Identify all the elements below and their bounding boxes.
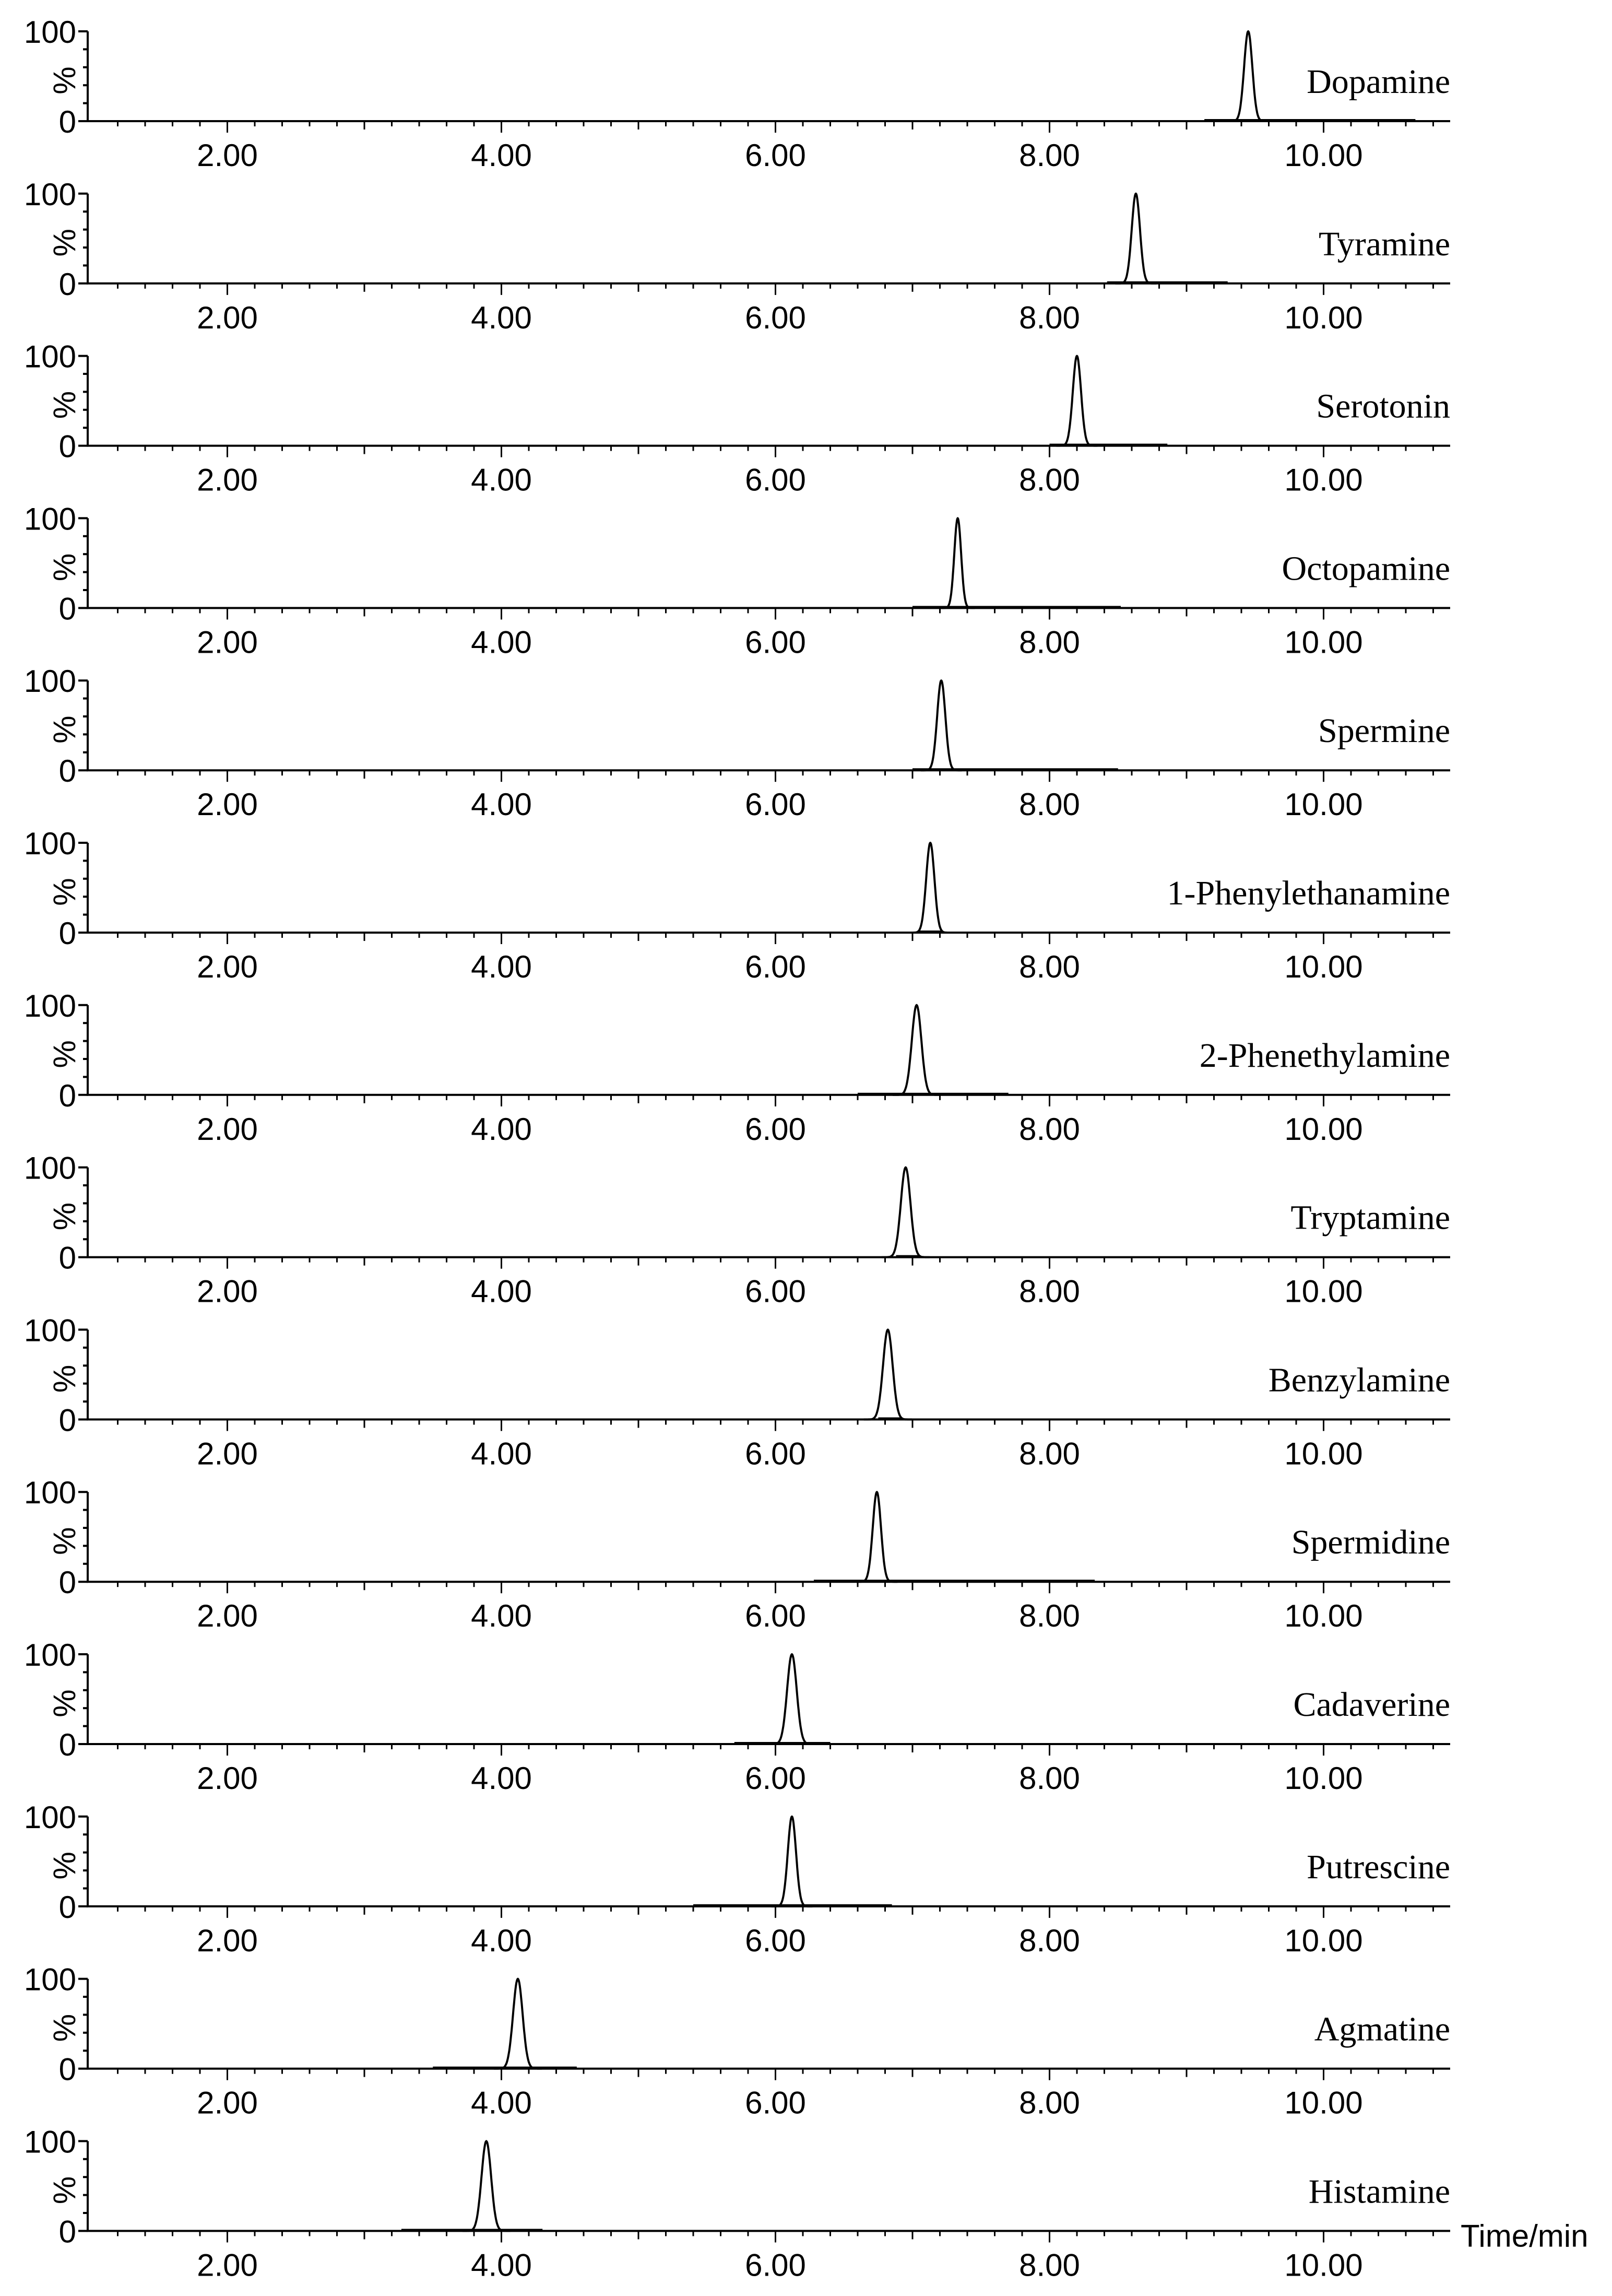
x-tick-label: 4.00	[471, 949, 532, 984]
y-axis-label: %	[46, 391, 82, 419]
y-tick-label-0: 0	[58, 104, 76, 139]
peak-trace	[856, 1492, 897, 1582]
x-tick-label: 2.00	[197, 1274, 258, 1309]
chromatogram-panel	[24, 988, 1450, 1147]
compound-label: Serotonin	[1316, 387, 1450, 426]
x-tick-label: 4.00	[471, 787, 532, 822]
peak-trace	[864, 1329, 912, 1419]
y-tick-label-100: 100	[23, 2124, 76, 2160]
x-tick-label: 2.00	[197, 787, 258, 822]
x-tick-label: 4.00	[471, 1761, 532, 1796]
x-tick-label: 8.00	[1019, 2247, 1080, 2283]
x-tick-label: 8.00	[1019, 1111, 1080, 1147]
peak-trace	[772, 1817, 813, 1906]
compound-label: 2-Phenethylamine	[1199, 1036, 1450, 1075]
x-tick-label: 8.00	[1019, 1761, 1080, 1796]
x-tick-label: 10.00	[1284, 625, 1363, 660]
chromatogram-panel	[24, 826, 1450, 984]
x-tick-label: 10.00	[1284, 1436, 1363, 1471]
x-tick-label: 2.00	[197, 2085, 258, 2121]
x-tick-label: 4.00	[471, 2247, 532, 2283]
y-axis-label: %	[46, 1040, 82, 1068]
x-tick-label: 6.00	[745, 1436, 806, 1471]
x-tick-label: 4.00	[471, 300, 532, 335]
y-tick-label-0: 0	[58, 753, 76, 789]
y-axis-label: %	[46, 1689, 82, 1717]
x-tick-label: 2.00	[197, 1436, 258, 1471]
y-tick-label-0: 0	[58, 2214, 76, 2250]
x-tick-label: 8.00	[1019, 949, 1080, 984]
y-axis-label: %	[46, 66, 82, 95]
y-tick-label-100: 100	[23, 339, 76, 374]
peak-trace	[463, 2141, 511, 2231]
y-tick-label-0: 0	[58, 1240, 76, 1276]
x-tick-label: 6.00	[745, 2085, 806, 2121]
chromatogram-panel	[24, 664, 1450, 822]
chromatogram-panel	[24, 1151, 1450, 1309]
x-tick-label: 8.00	[1019, 300, 1080, 335]
x-tick-label: 6.00	[745, 462, 806, 498]
x-tick-label: 6.00	[745, 625, 806, 660]
y-tick-label-0: 0	[58, 266, 76, 302]
y-tick-label-100: 100	[23, 1962, 76, 1997]
x-tick-label: 4.00	[471, 462, 532, 498]
compound-label: Octopamine	[1282, 549, 1450, 588]
y-tick-label-100: 100	[23, 1799, 76, 1835]
y-axis-label: %	[46, 1202, 82, 1231]
x-tick-label: 6.00	[745, 1923, 806, 1958]
x-tick-label: 10.00	[1284, 1274, 1363, 1309]
y-axis-label: %	[46, 229, 82, 257]
compound-label: Cadaverine	[1293, 1686, 1450, 1724]
x-tick-label: 10.00	[1284, 2247, 1363, 2283]
compound-label: Agmatine	[1314, 2010, 1450, 2048]
y-axis-label: %	[46, 1527, 82, 1555]
x-tick-label: 6.00	[745, 1274, 806, 1309]
y-tick-label-100: 100	[23, 988, 76, 1023]
y-tick-label-0: 0	[58, 429, 76, 464]
x-tick-label: 8.00	[1019, 462, 1080, 498]
y-axis-label: %	[46, 553, 82, 582]
x-tick-label: 4.00	[471, 1598, 532, 1634]
peak-trace	[921, 680, 962, 770]
chromatogram-panel	[24, 15, 1450, 173]
x-tick-label: 8.00	[1019, 1274, 1080, 1309]
x-tick-label: 4.00	[471, 1436, 532, 1471]
x-tick-label: 2.00	[197, 2247, 258, 2283]
x-tick-label: 4.00	[471, 138, 532, 173]
peak-trace	[941, 518, 975, 608]
x-tick-label: 2.00	[197, 1598, 258, 1634]
y-axis-label: %	[46, 878, 82, 906]
x-tick-label: 4.00	[471, 2085, 532, 2121]
peak-trace	[882, 1168, 930, 1257]
x-tick-label: 10.00	[1284, 1923, 1363, 1958]
chromatogram-panel	[24, 1962, 1450, 2121]
x-tick-label: 10.00	[1284, 138, 1363, 173]
y-axis-label: %	[46, 715, 82, 744]
chromatogram-panel	[24, 339, 1450, 498]
y-axis-label: %	[46, 1852, 82, 1880]
chromatogram-panel	[24, 1313, 1450, 1471]
peak-trace	[1057, 356, 1098, 446]
y-tick-label-0: 0	[58, 591, 76, 627]
compound-label: Spermidine	[1291, 1523, 1450, 1562]
compound-label: Tryptamine	[1290, 1198, 1450, 1237]
x-tick-label: 4.00	[471, 1274, 532, 1309]
y-tick-label-0: 0	[58, 916, 76, 951]
y-tick-label-0: 0	[58, 1078, 76, 1113]
x-tick-label: 8.00	[1019, 1436, 1080, 1471]
x-tick-label: 10.00	[1284, 2085, 1363, 2121]
y-tick-label-100: 100	[23, 1313, 76, 1348]
x-tick-label: 6.00	[745, 787, 806, 822]
x-tick-label: 6.00	[745, 1761, 806, 1796]
x-tick-label: 2.00	[197, 462, 258, 498]
x-tick-label: 2.00	[197, 1111, 258, 1147]
x-tick-label: 6.00	[745, 949, 806, 984]
x-tick-label: 4.00	[471, 625, 532, 660]
peak-trace	[1116, 194, 1157, 284]
y-tick-label-100: 100	[23, 1150, 76, 1186]
x-tick-label: 8.00	[1019, 787, 1080, 822]
peak-trace	[893, 1005, 941, 1095]
x-tick-label: 2.00	[197, 1761, 258, 1796]
x-tick-label: 10.00	[1284, 949, 1363, 984]
x-tick-label: 6.00	[745, 300, 806, 335]
x-tick-label: 8.00	[1019, 1598, 1080, 1634]
chromatogram-panel	[24, 501, 1450, 660]
x-tick-label: 6.00	[745, 138, 806, 173]
x-tick-label: 8.00	[1019, 625, 1080, 660]
y-tick-label-0: 0	[58, 1565, 76, 1600]
peak-trace	[1228, 31, 1269, 121]
x-tick-label: 10.00	[1284, 1598, 1363, 1634]
compound-label: Tyramine	[1319, 225, 1450, 263]
x-tick-label: 8.00	[1019, 1923, 1080, 1958]
compound-label: 1-Phenylethanamine	[1167, 874, 1450, 912]
y-tick-label-100: 100	[23, 15, 76, 50]
x-tick-label: 10.00	[1284, 1761, 1363, 1796]
y-tick-label-0: 0	[58, 1889, 76, 1925]
x-tick-label: 2.00	[197, 949, 258, 984]
x-tick-label: 4.00	[471, 1923, 532, 1958]
y-axis-label: %	[46, 2176, 82, 2205]
peak-trace	[910, 843, 951, 933]
x-tick-label: 10.00	[1284, 787, 1363, 822]
y-tick-label-100: 100	[23, 1475, 76, 1511]
y-axis-label: %	[46, 2014, 82, 2042]
peak-trace	[768, 1654, 816, 1744]
y-tick-label-0: 0	[58, 2052, 76, 2087]
chromatogram-panel	[24, 1638, 1450, 1796]
chromatogram-panel	[24, 177, 1450, 335]
x-tick-label: 6.00	[745, 1598, 806, 1634]
y-axis-label: %	[46, 1364, 82, 1393]
compound-label: Benzylamine	[1268, 1361, 1450, 1399]
x-tick-label: 4.00	[471, 1111, 532, 1147]
y-tick-label-0: 0	[58, 1403, 76, 1438]
y-tick-label-100: 100	[23, 664, 76, 699]
y-tick-label-0: 0	[58, 1727, 76, 1762]
y-tick-label-100: 100	[23, 1638, 76, 1673]
y-tick-label-100: 100	[23, 826, 76, 861]
y-tick-label-100: 100	[23, 501, 76, 537]
x-tick-label: 6.00	[745, 1111, 806, 1147]
peak-trace	[494, 1979, 542, 2069]
x-tick-label: 10.00	[1284, 462, 1363, 498]
x-tick-label: 2.00	[197, 300, 258, 335]
x-tick-label: 6.00	[745, 2247, 806, 2283]
x-tick-label: 2.00	[197, 625, 258, 660]
x-tick-label: 10.00	[1284, 300, 1363, 335]
chromatogram-panel	[24, 1475, 1450, 1633]
y-tick-label-100: 100	[23, 176, 76, 212]
x-axis-title: Time/min	[1461, 2218, 1589, 2254]
chromatogram-panel	[24, 1800, 1450, 1958]
chromatogram-panel	[24, 2124, 1450, 2282]
compound-label: Histamine	[1308, 2172, 1450, 2211]
compound-label: Spermine	[1318, 712, 1450, 750]
x-tick-label: 10.00	[1284, 1111, 1363, 1147]
compound-label: Putrescine	[1307, 1847, 1450, 1886]
compound-label: Dopamine	[1307, 63, 1450, 101]
x-tick-label: 2.00	[197, 138, 258, 173]
x-tick-label: 2.00	[197, 1923, 258, 1958]
x-tick-label: 8.00	[1019, 2085, 1080, 2121]
x-tick-label: 8.00	[1019, 138, 1080, 173]
